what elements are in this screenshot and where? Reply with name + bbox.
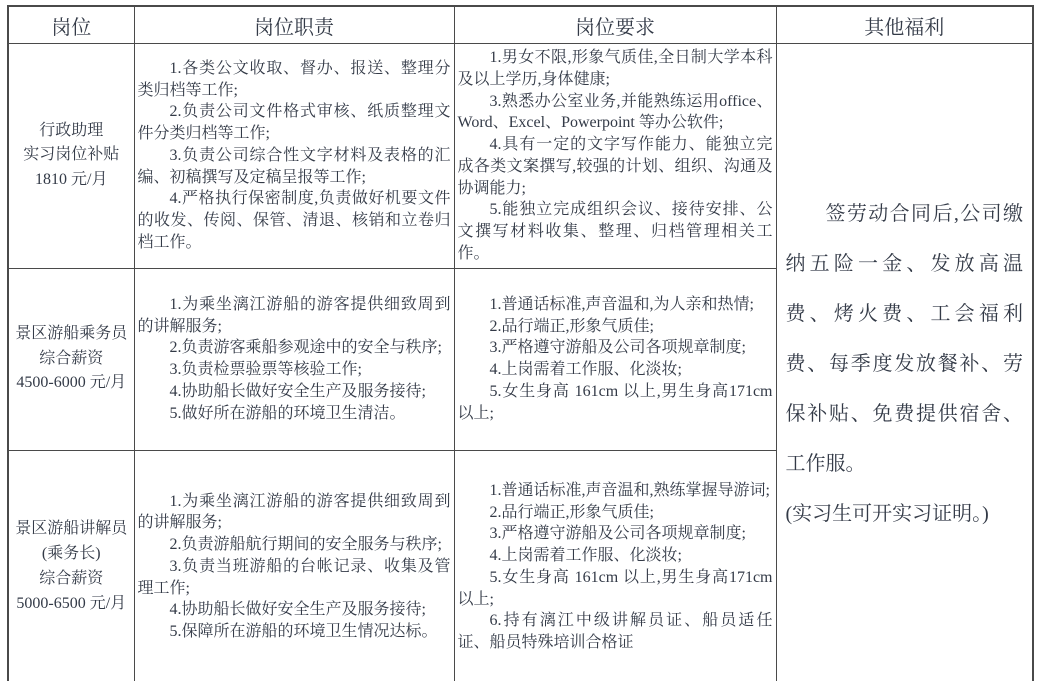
table-row-admin-assistant bbox=[8, 44, 1033, 269]
position-cell bbox=[8, 450, 134, 681]
position-line: 综合薪资 bbox=[39, 349, 104, 367]
requirement-item: 6.持有漓江中级讲解员证、船员适任证、船员特殊培训合格证 bbox=[457, 612, 773, 651]
position-line: 综合薪资 bbox=[39, 569, 104, 587]
benefits-note: (实习生可开实习证明。) bbox=[785, 502, 989, 525]
requirement-item: 5.女生身高 161cm 以上,男生身高171cm 以上; bbox=[457, 568, 773, 608]
requirement-item: 3.严格遵守游船及公司各项规章制度; bbox=[489, 339, 746, 357]
requirement-item: 1.男女不限,形象气质佳,全日制大学本科及以上学历,身体健康; bbox=[457, 49, 773, 88]
duties-cell bbox=[134, 268, 454, 450]
duty-item: 3.负责当班游船的台帐记录、收集及管理工作; bbox=[137, 557, 451, 597]
benefits-cell bbox=[776, 44, 1033, 681]
requirement-item: 5.女生身高 161cm 以上,男生身高171cm 以上; bbox=[457, 382, 773, 422]
duty-item: 5.做好所在游船的环境卫生清洁。 bbox=[169, 404, 406, 422]
position-line: 实习岗位补贴 bbox=[23, 146, 120, 164]
duty-item: 1.为乘坐漓江游船的游客提供细致周到的讲解服务; bbox=[137, 295, 451, 335]
duty-item: 1.为乘坐漓江游船的游客提供细致周到的讲解服务; bbox=[137, 492, 451, 532]
job-posting-table bbox=[7, 5, 1034, 681]
position-cell bbox=[8, 268, 134, 450]
duty-item: 2.负责游客乘船参观途中的安全与秩序; bbox=[169, 339, 442, 357]
requirement-item: 3.严格遵守游船及公司各项规章制度; bbox=[489, 525, 746, 543]
duty-item: 1.各类公文收取、督办、报送、整理分类归档等工作; bbox=[137, 59, 451, 99]
requirement-item: 2.品行端正,形象气质佳; bbox=[489, 317, 654, 335]
column-header-requirements: 岗位要求 bbox=[454, 6, 776, 44]
requirement-item: 3.熟悉办公室业务,并能熟练运用office、Word、Excel、Powerpoint 等办公软件; bbox=[457, 92, 773, 132]
requirement-item: 4.上岗需着工作服、化淡妆; bbox=[489, 547, 682, 564]
duties-cell bbox=[134, 450, 454, 681]
column-header-benefits: 其他福利 bbox=[776, 6, 1033, 44]
position-line: (乘务长) bbox=[41, 544, 101, 562]
position-line: 4500-6000 元/月 bbox=[16, 374, 127, 392]
position-line: 景区游船乘务员 bbox=[15, 324, 128, 342]
position-line: 1810 元/月 bbox=[35, 171, 108, 189]
column-header-position: 岗位 bbox=[8, 6, 134, 44]
duty-item: 4.严格执行保密制度,负责做好机要文件的收发、传阅、保管、清退、核销和立卷归档工作。 bbox=[137, 190, 451, 251]
duty-item: 2.负责公司文件格式审核、纸质整理文件分类归档等工作; bbox=[137, 103, 451, 143]
duty-item: 4.协助船长做好安全生产及服务接待; bbox=[169, 601, 426, 619]
requirement-item: 4.上岗需着工作服、化淡妆; bbox=[489, 361, 682, 378]
position-line: 景区游船讲解员 bbox=[15, 520, 128, 538]
position-cell bbox=[8, 44, 134, 269]
duties-cell bbox=[134, 44, 454, 269]
position-line: 行政助理 bbox=[39, 121, 104, 139]
requirements-cell bbox=[454, 44, 776, 269]
requirements-cell bbox=[454, 450, 776, 681]
benefits-text: 签劳动合同后,公司缴纳五险一金、发放高温费、烤火费、工会福利费、每季度发放餐补、劳保补贴、免费提供宿舍、工作服。 bbox=[785, 202, 1023, 475]
requirement-item: 5.能独立完成组织会议、接待安排、公文撰写材料收集、整理、归档管理相关工作。 bbox=[457, 201, 773, 262]
requirement-item: 1.普通话标准,声音温和,熟练掌握导游词; bbox=[489, 481, 770, 499]
requirement-item: 4.具有一定的文字写作能力、能独立完成各类文案撰写,较强的计划、组织、沟通及协调能力; bbox=[457, 136, 773, 197]
duty-item: 2.负责游船航行期间的安全服务与秩序; bbox=[169, 536, 442, 554]
position-line: 5000-6500 元/月 bbox=[16, 594, 127, 612]
header-row bbox=[8, 6, 1033, 44]
duty-item: 5.保障所在游船的环境卫生情况达标。 bbox=[169, 623, 438, 641]
requirement-item: 1.普通话标准,声音温和,为人亲和热情; bbox=[489, 295, 754, 313]
duty-item: 3.负责检票验票等核验工作; bbox=[169, 361, 362, 378]
requirements-cell bbox=[454, 268, 776, 450]
duty-item: 4.协助船长做好安全生产及服务接待; bbox=[169, 382, 426, 400]
duty-item: 3.负责公司综合性文字材料及表格的汇编、初稿撰写及定稿呈报等工作; bbox=[137, 146, 451, 186]
column-header-duties: 岗位职责 bbox=[134, 6, 454, 44]
requirement-item: 2.品行端正,形象气质佳; bbox=[489, 503, 654, 521]
